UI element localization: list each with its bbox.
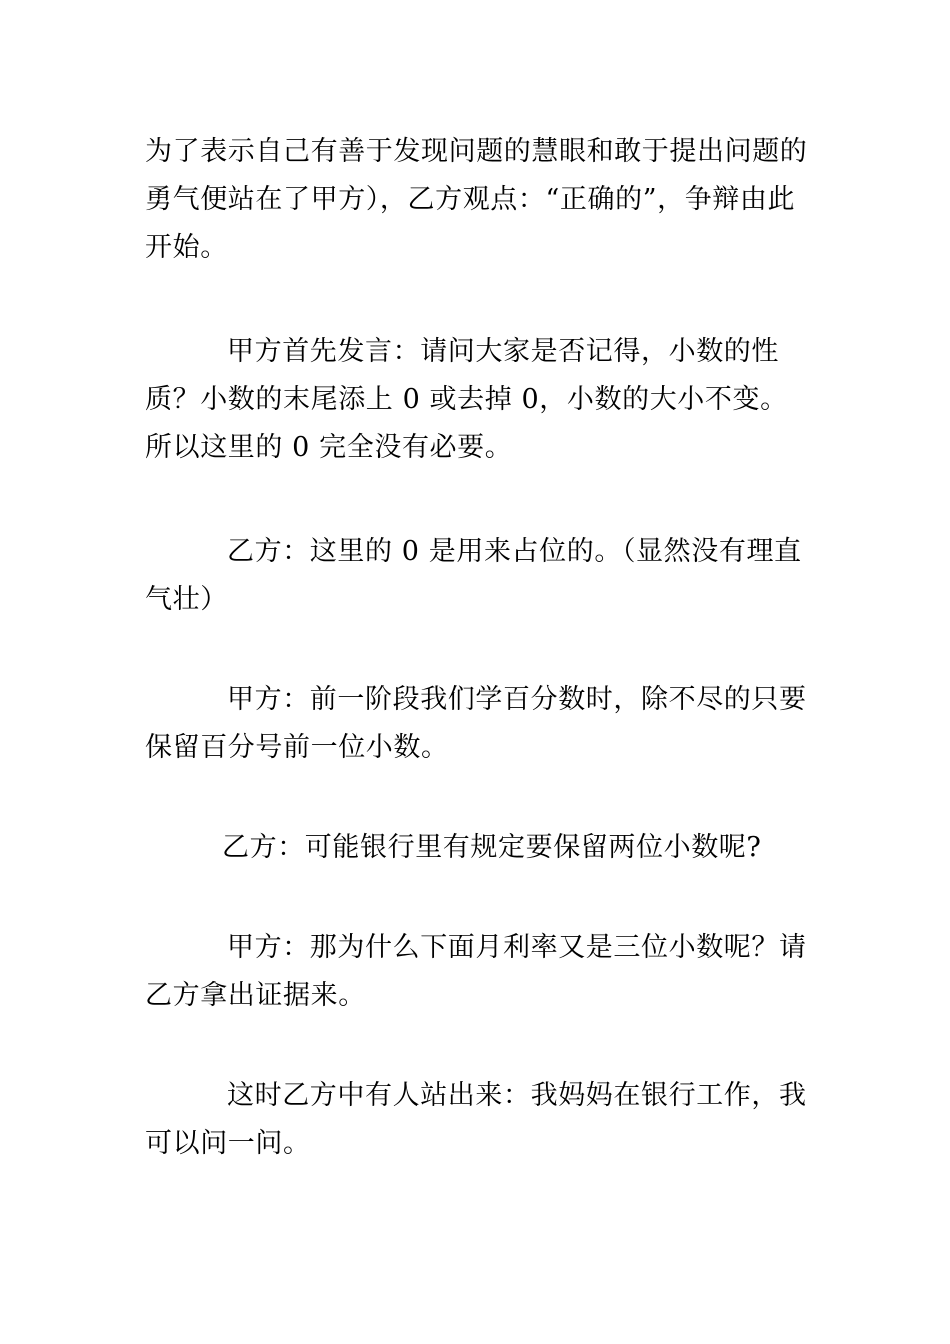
paragraph-1: 为了表示自己有善于发现问题的慧眼和敢于提出问题的勇气便站在了甲方），乙方观点：“正确的”，争辩由此开始。 — [145, 136, 808, 263]
paragraph-2: 甲方首先发言：请问大家是否记得，小数的性质？小数的末尾添上 0 或去掉 0，小数的大小不变。所以这里的 0 完全没有必要。 — [145, 336, 788, 463]
paragraph-3: 乙方：这里的 0 是用来占位的。（显然没有理直气壮） — [145, 536, 802, 615]
paragraph-4: 甲方：前一阶段我们学百分数时，除不尽的只要保留百分号前一位小数。 — [145, 684, 807, 763]
paragraph-5: 乙方：可能银行里有规定要保留两位小数呢? — [222, 832, 762, 863]
paragraph-6: 甲方：那为什么下面月利率又是三位小数呢？请乙方拿出证据来。 — [145, 932, 807, 1011]
paragraph-7: 这时乙方中有人站出来：我妈妈在银行工作，我可以问一问。 — [145, 1080, 807, 1159]
